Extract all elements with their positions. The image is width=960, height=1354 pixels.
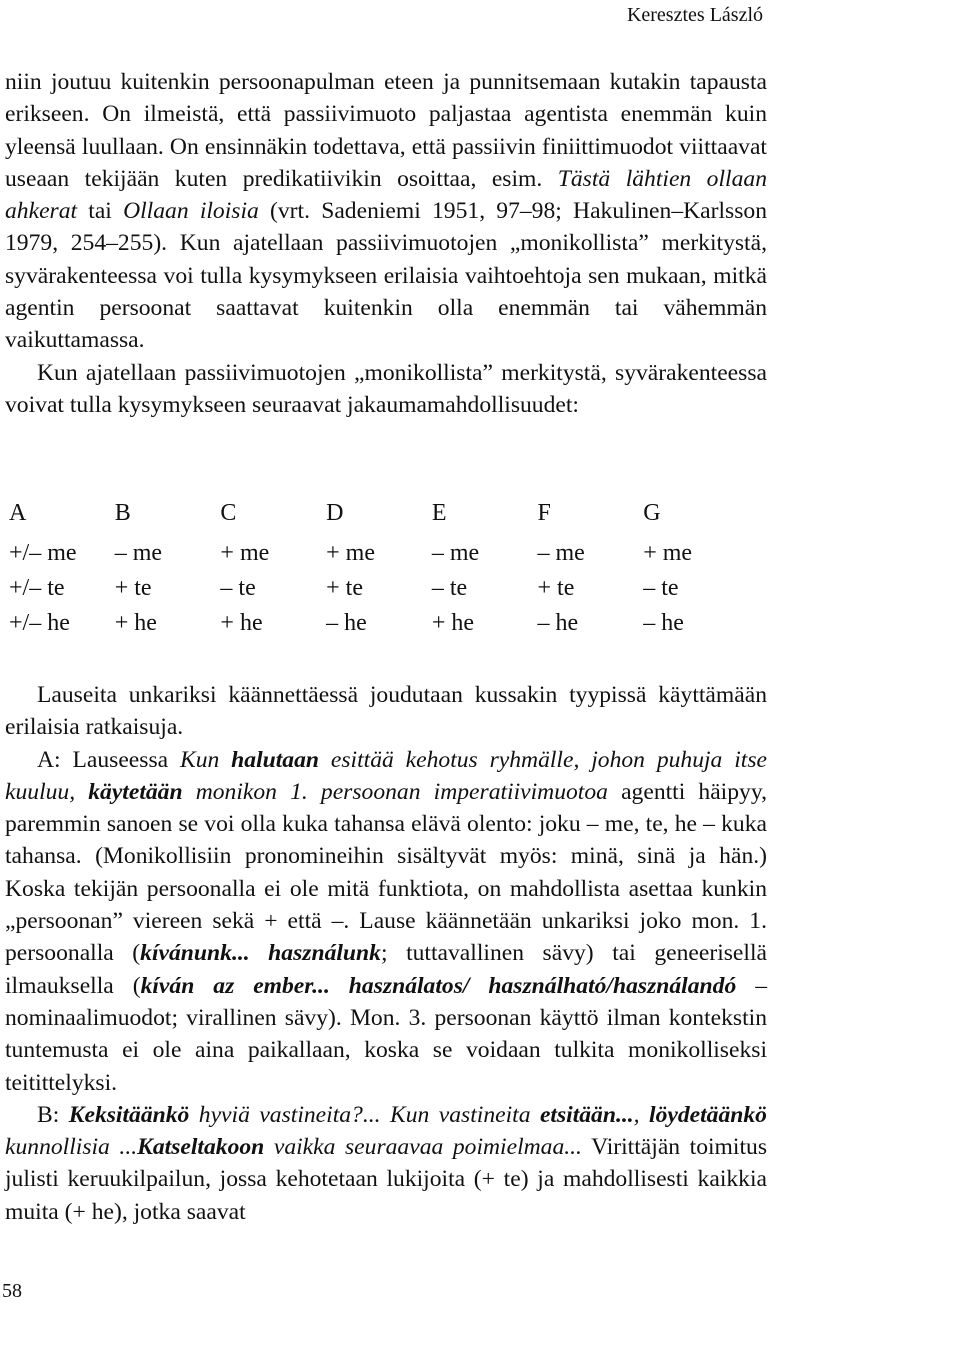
page-number: 58 (2, 1280, 22, 1302)
table-row-me (9, 540, 749, 575)
table-cell: – te (220, 575, 256, 601)
table-row-te (9, 575, 749, 610)
p5-example-part: kunnollisia ... (5, 1134, 138, 1161)
p4-example-emphasis: halutaan (231, 746, 320, 773)
table-header-cell: F (537, 500, 551, 526)
p4-example-emphasis: käytetään (88, 778, 183, 805)
paragraph-4 (5, 744, 767, 1099)
table-cell: + te (326, 575, 363, 601)
p5-text-a: B: (37, 1101, 69, 1128)
table-header-cell: E (431, 500, 447, 526)
table-cell: +/– me (9, 540, 77, 566)
p5-example-emphasis: Keksitäänkö (68, 1101, 190, 1128)
table-cell: – he (643, 610, 684, 636)
table-cell: – he (326, 610, 367, 636)
table-cell: + me (326, 540, 375, 566)
paragraph-5 (5, 1099, 767, 1228)
p4-example-part: Kun (179, 746, 232, 773)
p4-text-d: – nominaalimuodot; virallinen sävy). Mon. 3. persoonan käyttö ilman kontekstin tuntemusta ei ole aina paikallaan, koska se voidaan tulkita monikolliseksi teitittelyksi. (5, 972, 767, 1096)
table-header-row (9, 500, 749, 540)
p1-example-1: Tästä lähtien ollaan ahkerat (5, 165, 767, 225)
table-header-cell: G (643, 500, 661, 526)
p1-text-b: tai (77, 198, 124, 225)
p4-example-part: esittää kehotus ryhmälle, johon puhuja itse kuuluu, (5, 746, 767, 805)
table-cell: – te (643, 575, 679, 601)
p5-text-b: Virittäjän toimitus julisti keruukilpailun, jossa kehotetaan lukijoita (+ te) ja mahdollisesti kaikkia muita (+ he), jotka saavat (5, 1134, 767, 1225)
table-cell: + me (220, 540, 270, 566)
table-header-cell: D (326, 500, 344, 526)
running-head-author: Keresztes László (626, 4, 763, 26)
table-cell: + he (431, 610, 474, 636)
table-cell: + he (114, 610, 157, 636)
table-cell: + he (220, 610, 263, 636)
body-text-upper (5, 66, 767, 421)
paragraph-3: Lauseita unkariksi käännettäessä joudutaan kussakin tyypissä käyttämään erilaisia ratkaisuja. (5, 682, 767, 741)
table-cell: +/– he (9, 610, 70, 636)
p5-example-part: vaikka seuraavaa poimielmaa... (264, 1134, 582, 1161)
table-cell: – me (537, 540, 585, 566)
table-cell: +/– te (9, 575, 65, 601)
p5-example-part: , (633, 1101, 650, 1128)
p5-example-emphasis: etsitään... (539, 1101, 634, 1128)
table-cell: – he (537, 610, 579, 636)
table-cell: + te (537, 575, 575, 601)
p5-example-emphasis: löydetäänkö (649, 1101, 767, 1128)
p1-text-c: (vrt. Sadeniemi 1951, 97–98; Hakulinen–Karlsson 1979, 254–255). Kun ajatellaan passiivimuotojen „monikollista” merkitystä, syvärakenteessa voi tulla kysymykseen erilaisia vaihtoehtoja sen mukaan, mitkä agentin persoonat saattavat kuitenkin olla enemmän tai vähemmän vaikuttamassa. (5, 198, 767, 354)
p5-example-emphasis: Katseltakoon (137, 1134, 265, 1161)
p5-example-part: hyviä vastineita?... Kun vastineita (189, 1101, 540, 1128)
paragraph-2: Kun ajatellaan passiivimuotojen „monikollista” merkitystä, syvärakenteessa voivat tulla kysymykseen seuraavat jakaumamahdollisuudet: (5, 359, 767, 418)
table-cell: – me (431, 540, 480, 566)
table-cell: + me (643, 540, 693, 566)
table-row-he (9, 610, 749, 645)
paragraph-1 (5, 66, 767, 357)
table-cell: – me (114, 540, 163, 566)
distribution-table (9, 500, 749, 645)
table-header-cell: C (220, 500, 237, 526)
table-cell: + te (114, 575, 152, 601)
p4-hungarian-example: kívánunk... használunk (140, 940, 381, 967)
body-text-lower (5, 679, 767, 1228)
table-cell: – te (431, 575, 468, 601)
p4-hungarian-example: kíván az ember... használatos/ használható/használandó (140, 972, 737, 999)
p4-example-part: monikon 1. persoonan imperatiivimuotoa (182, 778, 608, 805)
p1-example-2: Ollaan iloisia (123, 198, 259, 225)
table-header-cell: A (9, 500, 27, 526)
table-header-cell: B (114, 500, 131, 526)
p4-text-b: agentti häipyy, paremmin sanoen se voi olla kuka tahansa elävä olento: joku – me, te, he – kuka tahansa. (Monikollisiin pronomineihin sisältyvät myös: minä, sinä ja hän.) Koska tekijän persoonalla ei ole mitä funktiota, on mahdollista asettaa kunkin „persoonan” viereen sekä + että –. Lause käännetään unkariksi joko mon. 1. persoonalla ( (5, 778, 767, 967)
p4-text-a: A: Lauseessa (37, 746, 180, 773)
p4-text-c: ; tuttavallinen sävy) tai geneerisellä ilmauksella ( (5, 940, 767, 999)
p1-text-a: niin joutuu kuitenkin persoonapulman eteen ja punnitsemaan kutakin tapausta erikseen. On ilmeistä, että passiivimuoto paljastaa agentista enemmän kuin yleensä luullaan. On ensinnäkin todettava, että passiivin finiittimuodot viittaavat useaan tekijään kuten predikatiivikin osoittaa, esim. (5, 69, 767, 192)
